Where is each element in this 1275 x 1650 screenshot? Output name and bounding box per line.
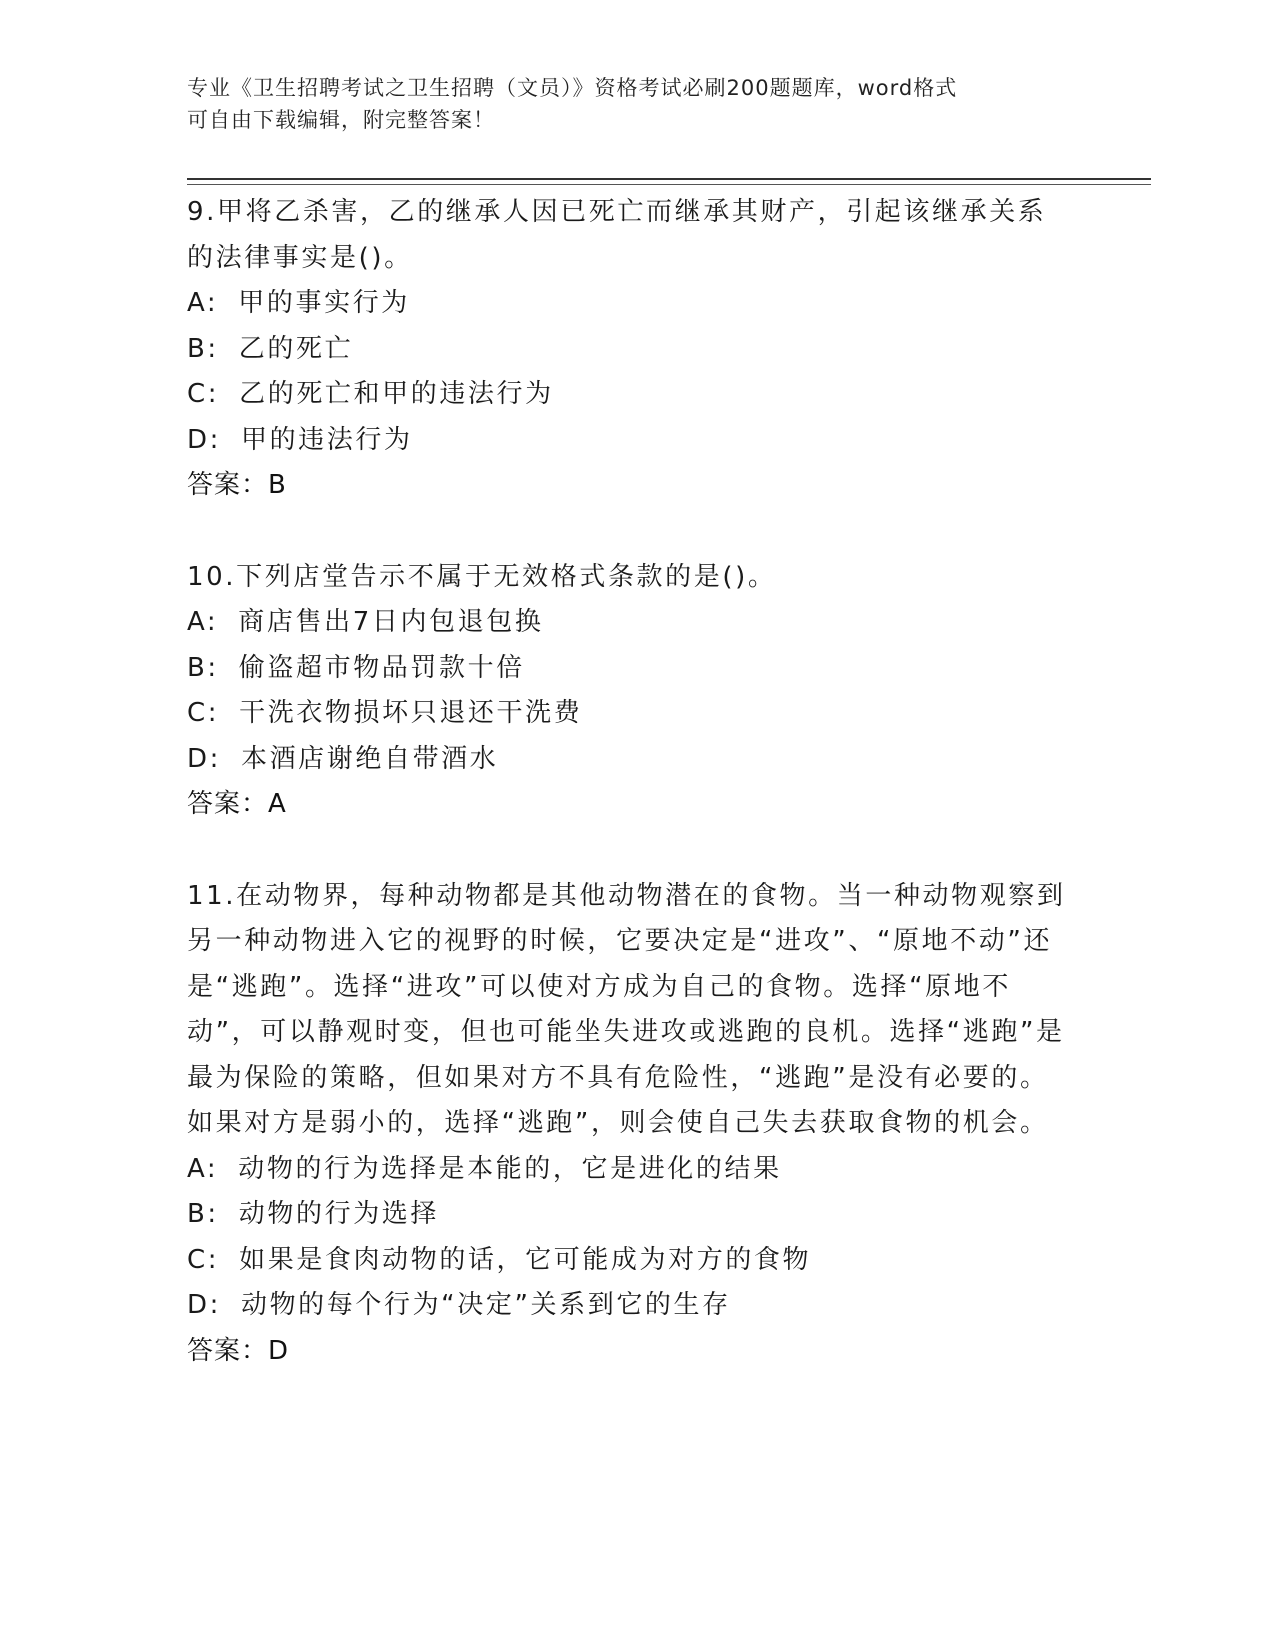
option-text: 商店售出7日内包退包换	[238, 607, 544, 637]
question-stem: 11.在动物界，每种动物都是其他动物潜在的食物。当一种动物观察到另一种动物进入它的视野的时候，它要决定是“进攻”、“原地不动”还是“逃跑”。选择“进攻”可以使对方成为自己的食物。选择“原地不动”，可以静观时变，但也可能坐失进攻或逃跑的良机。选择“逃跑”是最为保险的策略，但如果对方不具有危险性，“逃跑”是没有必要的。如果对方是弱小的，选择“逃跑”，则会使自己失去获取食物的机会。	[187, 880, 1066, 1138]
option-letter: A:	[187, 288, 219, 318]
option-text: 乙的死亡	[238, 333, 354, 364]
option-a	[187, 600, 1067, 646]
option-text: 甲的事实行为	[238, 288, 410, 318]
option-letter: A:	[187, 607, 219, 637]
question-item	[187, 555, 1067, 828]
question-item	[187, 190, 1067, 509]
option-letter: D:	[187, 424, 221, 455]
option-d	[187, 737, 1067, 783]
option-text: 乙的死亡和甲的违法行为	[239, 379, 554, 409]
option-text: 偷盗超市物品罚款十倍	[238, 652, 525, 683]
option-letter: A:	[187, 1153, 219, 1184]
option-c	[187, 1238, 1067, 1284]
option-letter: D:	[187, 1290, 221, 1320]
option-letter: C:	[187, 379, 220, 409]
option-a	[187, 1147, 1067, 1193]
option-text: 干洗衣物损坏只退还干洗费	[239, 698, 583, 728]
option-d	[187, 418, 1067, 464]
question-list	[187, 190, 1067, 1374]
option-letter: B:	[187, 333, 219, 364]
question-stem: 9.甲将乙杀害，乙的继承人因已死亡而继承其财产，引起该继承关系的法律事实是()。	[187, 197, 1047, 273]
option-b	[187, 327, 1067, 373]
option-c	[187, 691, 1067, 737]
document-header	[187, 72, 1067, 136]
option-d	[187, 1283, 1067, 1329]
header-line-2: 可自由下载编辑，附完整答案！	[187, 108, 495, 132]
option-a	[187, 281, 1067, 327]
option-b	[187, 1192, 1067, 1238]
question-spacer	[187, 509, 1067, 555]
question-item	[187, 874, 1067, 1375]
option-text: 如果是食肉动物的话，它可能成为对方的食物	[239, 1244, 812, 1275]
question-spacer	[187, 828, 1067, 874]
question-stem: 10.下列店堂告示不属于无效格式条款的是()。	[187, 561, 777, 592]
option-letter: C:	[187, 698, 220, 728]
header-divider-thick	[187, 178, 1151, 180]
option-letter: D:	[187, 743, 221, 774]
answer-line: 答案：B	[187, 470, 287, 500]
option-b	[187, 646, 1067, 692]
option-text: 动物的行为选择是本能的，它是进化的结果	[238, 1153, 782, 1184]
option-text: 动物的每个行为“决定”关系到它的生存	[240, 1290, 731, 1320]
option-text: 本酒店谢绝自带酒水	[240, 743, 499, 774]
answer-line: 答案：A	[187, 789, 287, 819]
option-letter: C:	[187, 1244, 220, 1275]
option-letter: B:	[187, 1199, 219, 1229]
header-divider-thin	[187, 184, 1151, 185]
option-text: 动物的行为选择	[238, 1199, 439, 1229]
header-line-1: 专业《卫生招聘考试之卫生招聘（文员）》资格考试必刷200题题库，word格式	[187, 76, 958, 100]
option-text: 甲的违法行为	[240, 424, 413, 455]
answer-line: 答案：D	[187, 1335, 290, 1366]
option-c	[187, 372, 1067, 418]
option-letter: B:	[187, 652, 219, 683]
